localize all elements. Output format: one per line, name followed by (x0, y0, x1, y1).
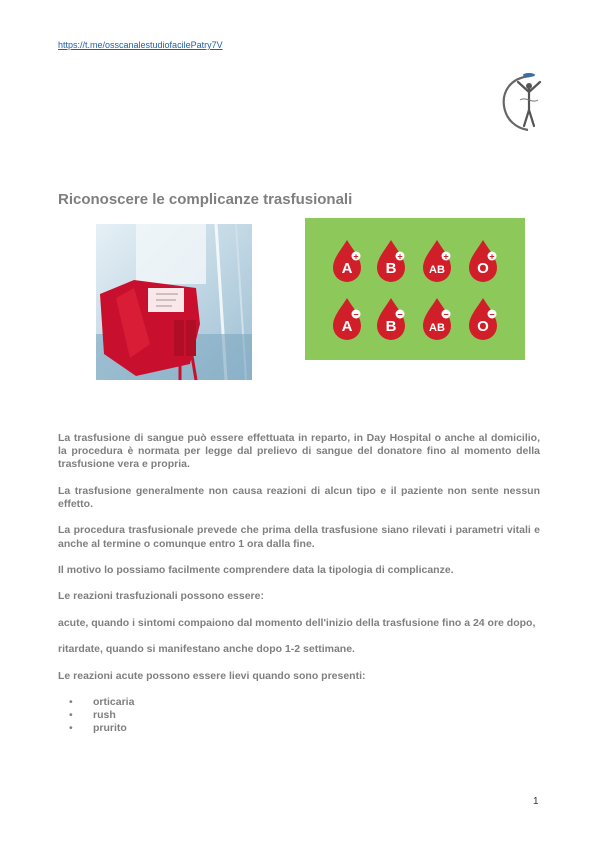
caduceus-figure-logo-icon (500, 70, 550, 132)
paragraph: La trasfusione di sangue può essere effettuata in reparto, in Day Hospital o anche al domicilio, la procedura è normata per legge dal prelievo di sangue del donatore fino al momento della trasfusione vera e propria. (58, 432, 540, 471)
rh-sign-label: + (443, 251, 449, 262)
blood-type-label: AB (429, 322, 445, 334)
rh-sign-label: + (397, 251, 403, 262)
transfusion-bag-image (96, 224, 252, 380)
paragraph: La procedura trasfusionale prevede che prima della trasfusione siano rilevati i parametri vitali e anche al termine o comunque entro 1 ora dalla fine. (58, 524, 540, 550)
blood-type-label: A (341, 318, 353, 335)
blood-type-label: O (477, 318, 489, 335)
page-number: 1 (533, 796, 539, 807)
rh-sign-label: − (489, 309, 495, 320)
rh-sign-label: + (489, 251, 495, 262)
list-item: • orticaria (93, 696, 540, 709)
paragraph: acute, quando i sintomi compaiono dal momento dell'inizio della trasfusione fino a 24 ore dopo, (58, 616, 536, 629)
paragraph: Il motivo lo possiamo facilmente comprendere data la tipologia di complicanze. (58, 563, 454, 576)
blood-type-label: AB (429, 264, 445, 276)
rh-sign-label: − (397, 309, 403, 320)
blood-type-label: A (341, 260, 353, 277)
telegram-link[interactable]: https://t.me/osscanalestudiofacilePatry7V (58, 40, 223, 50)
body-content (58, 432, 540, 736)
list-item: • rush (93, 709, 540, 722)
rh-sign-label: − (443, 309, 449, 320)
list-item: • prurito (93, 722, 540, 735)
paragraph: Le reazioni acute possono essere lievi quando sono presenti: (58, 669, 366, 682)
blood-type-label: B (385, 260, 397, 277)
blood-type-label: B (385, 318, 397, 335)
page-title: Riconoscere le complicanze trasfusionali (58, 191, 353, 208)
symptom-list (58, 696, 540, 736)
rh-sign-label: − (353, 309, 359, 320)
blood-type-label: O (477, 260, 489, 277)
paragraph: Le reazioni trasfuzionali possono essere: (58, 590, 264, 603)
blood-types-image (305, 218, 525, 360)
paragraph: ritardate, quando si manifestano anche dopo 1-2 settimane. (58, 643, 355, 656)
rh-sign-label: + (353, 251, 359, 262)
paragraph: La trasfusione generalmente non causa reazioni di alcun tipo e il paziente non sente nessun effetto. (58, 484, 540, 510)
